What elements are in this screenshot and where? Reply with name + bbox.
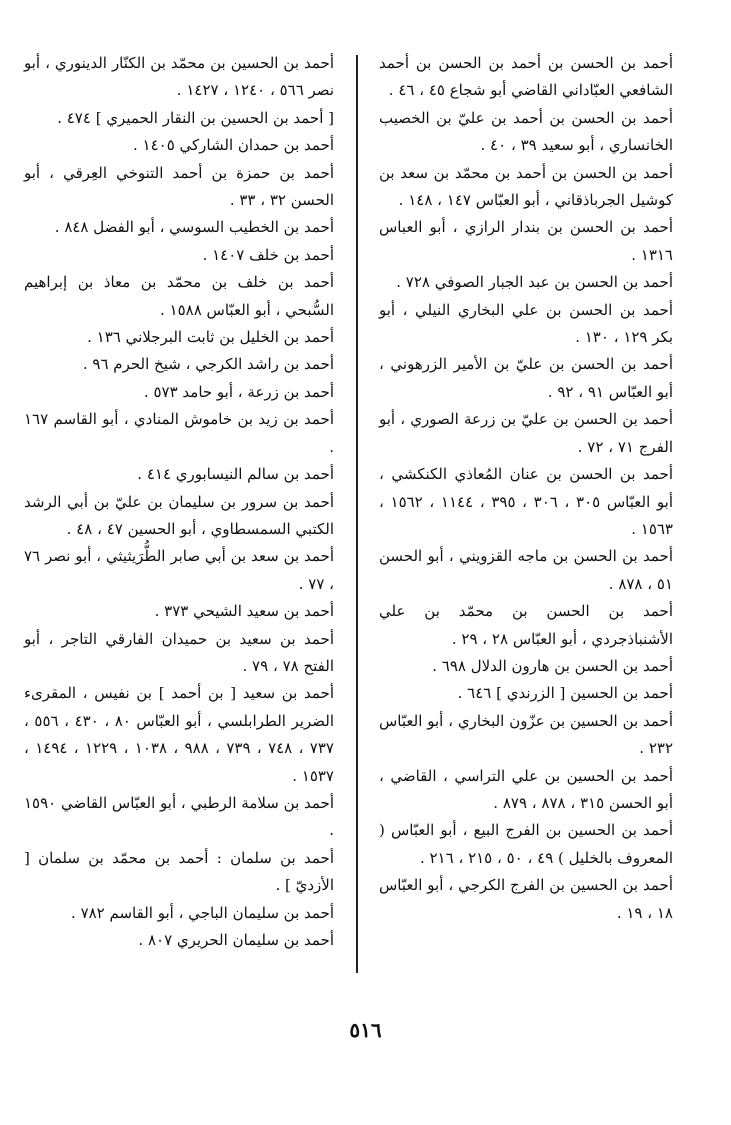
index-entry: أحمد بن الحسن بن عليّ بن الأمير الزرهوني ، أبو العبّاس ٩١ ، ٩٢ . xyxy=(379,355,673,401)
index-entry: أحمد بن سليمان الحريري ٨٠٧ . xyxy=(138,931,334,949)
index-entry: أحمد بن الحسن بن بندار الرازي ، أبو العباس ١٣١٦ . xyxy=(379,218,673,264)
index-entry: أحمد بن الحسن بن محمّد بن علي الأشنباذجردي ، أبو العبّاس ٢٨ ، ٢٩ . xyxy=(379,602,673,648)
index-entry: أحمد بن الحسن بن عنان المُعاذي الكنكشي ، أبو العبّاس ٣٠٥ ، ٣٠٦ ، ٣٩٥ ، ١١٤٤ ، ١٥٦٢ ، ١٥٦٣ . xyxy=(379,465,673,538)
index-entry: أحمد بن الحسن بن هارون الدلال ٦٩٨ . xyxy=(432,656,673,675)
index-entry: أحمد بن خلف ١٤٠٧ . xyxy=(202,245,334,264)
index-entry: أحمد بن الحسين بن عزّون البخاري ، أبو العبّاس ٢٣٢ . xyxy=(379,711,673,758)
index-entry: أحمد بن الحسين بن محمّد بن الكنّار الدينوري ، أبو نصر ٥٦٦ ، ١٢٤٠ ، ١٤٢٧ . xyxy=(24,54,334,100)
index-entry: أحمد بن راشد الكرجي ، شيخ الحرم ٩٦ . xyxy=(82,355,334,374)
index-entry: أحمد بن سليمان الباجي ، أبو القاسم ٧٨٢ . xyxy=(71,903,334,922)
index-entry: أحمد بن الحسين بن علي التراسي ، القاضي ، أبو الحسن ٣١٥ ، ٨٧٨ ، ٨٧٩ . xyxy=(379,766,673,812)
index-entry: أحمد بن الحسين بن الفرج الكرجي ، أبو العبّاس ١٨ ، ١٩ . xyxy=(379,876,673,922)
index-entry: أحمد بن زرعة ، أبو حامد ٥٧٣ . xyxy=(143,382,334,401)
index-entry: أحمد بن سرور بن سليمان بن عليّ بن أبي الرشد الكتبي السمسطاوي ، أبو الحسين ٤٧ ، ٤٨ . xyxy=(24,492,334,538)
index-entry: أحمد بن الحسين بن الفرج البيع ، أبو العبّاس ( المعروف بالخليل ) ٤٩ ، ٥٠ ، ٢١٥ ، ٢١٦ . xyxy=(379,821,673,867)
index-entry: أحمد بن الحسن بن عليّ بن زرعة الصوري ، أبو الفرج ٧١ ، ٧٢ . xyxy=(379,410,673,456)
index-entry: أحمد بن زيد بن خاموش المنادي ، أبو القاسم ١٦٧ . xyxy=(24,410,334,456)
index-entry: أحمد بن الحسن بن عبد الجبار الصوفي ٧٢٨ . xyxy=(396,273,673,292)
index-entry: أحمد بن سلامة الرطبي ، أبو العبّاس القاضي ١٥٩٠ . xyxy=(24,793,334,840)
index-entry: أحمد بن الحسن بن أحمد بن عليّ بن الخصيب الخانساري ، أبو سعيد ٣٩ ، ٤٠ . xyxy=(379,108,673,155)
index-entry: أحمد بن حمدان الشاركي ١٤٠٥ . xyxy=(132,136,334,155)
index-entry: أحمد بن الحسن بن ماجه القزويني ، أبو الحسن ٥١ ، ٨٧٨ . xyxy=(379,547,673,593)
index-entry: أحمد بن خلف بن محمّد بن معاذ بن إبراهيم السُّبحي ، أبو العبّاس ١٥٨٨ . xyxy=(24,273,334,319)
index-entry: أحمد بن الحسن بن أحمد بن الحسن بن أحمد الشافعي العبّاداني القاضي أبو شجاع ٤٥ ، ٤٦ . xyxy=(379,54,673,100)
index-entry: أحمد بن سعيد بن حميدان الفارقي التاجر ، أبو الفتح ٧٨ ، ٧٩ . xyxy=(24,629,334,675)
index-entry: أحمد بن الحسن بن أحمد بن محمّد بن سعد بن كوشيل الجرباذقاني ، أبو العبّاس ١٤٧ ، ١٤٨ . xyxy=(379,163,673,210)
index-entry: أحمد بن حمزة بن أحمد التنوخي العِرقي ، أبو الحسن ٣٢ ، ٣٣ . xyxy=(24,163,334,210)
index-entry: أحمد بن سعيد [ بن أحمد ] بن نفيس ، المقرىء الضرير الطرابلسي ، أبو العبّاس ٨٠ ، ٤٣٠ ، ٥٥٦ ، ٧٣٧ ، ٧٤٨ ، ٧٣٩ ، ٩٨٨ ، ١٠٣٨ ، ١٢٢٩ ، ١٤٩٤ ، ١٥٣٧ . xyxy=(24,684,334,785)
index-entry: أحمد بن الخليل بن ثابت البرجلاني ١٣٦ . xyxy=(87,328,334,347)
index-entry: أحمد بن الحسين [ الزرندي ] ٦٤٦ . xyxy=(457,684,673,703)
index-column-left xyxy=(24,50,334,954)
page-number: ٥١٦ xyxy=(349,1018,382,1042)
index-entry: أحمد بن سعيد الشيحي ٣٧٣ . xyxy=(154,602,334,621)
index-entry: أحمد بن سلمان : أحمد بن محمّد بن سلمان [ الأزديّ ] . xyxy=(24,848,334,895)
index-entry: [ أحمد بن الحسين بن النقار الحميري ] ٤٧٤ . xyxy=(57,108,334,127)
index-entry: أحمد بن الحسن بن علي البخاري النيلي ، أبو بكر ١٢٩ ، ١٣٠ . xyxy=(379,300,673,347)
index-entry: أحمد بن سالم النيسابوري ٤١٤ . xyxy=(137,465,334,484)
column-divider xyxy=(356,55,358,973)
index-entry: أحمد بن الخطيب السوسي ، أبو الفضل ٨٤٨ . xyxy=(54,218,334,237)
index-entry: أحمد بن سعد بن أبي صابر الطُّرَيثيثي ، أبو نصر ٧٦ ، ٧٧ . xyxy=(24,547,334,593)
index-column-right xyxy=(379,50,673,927)
